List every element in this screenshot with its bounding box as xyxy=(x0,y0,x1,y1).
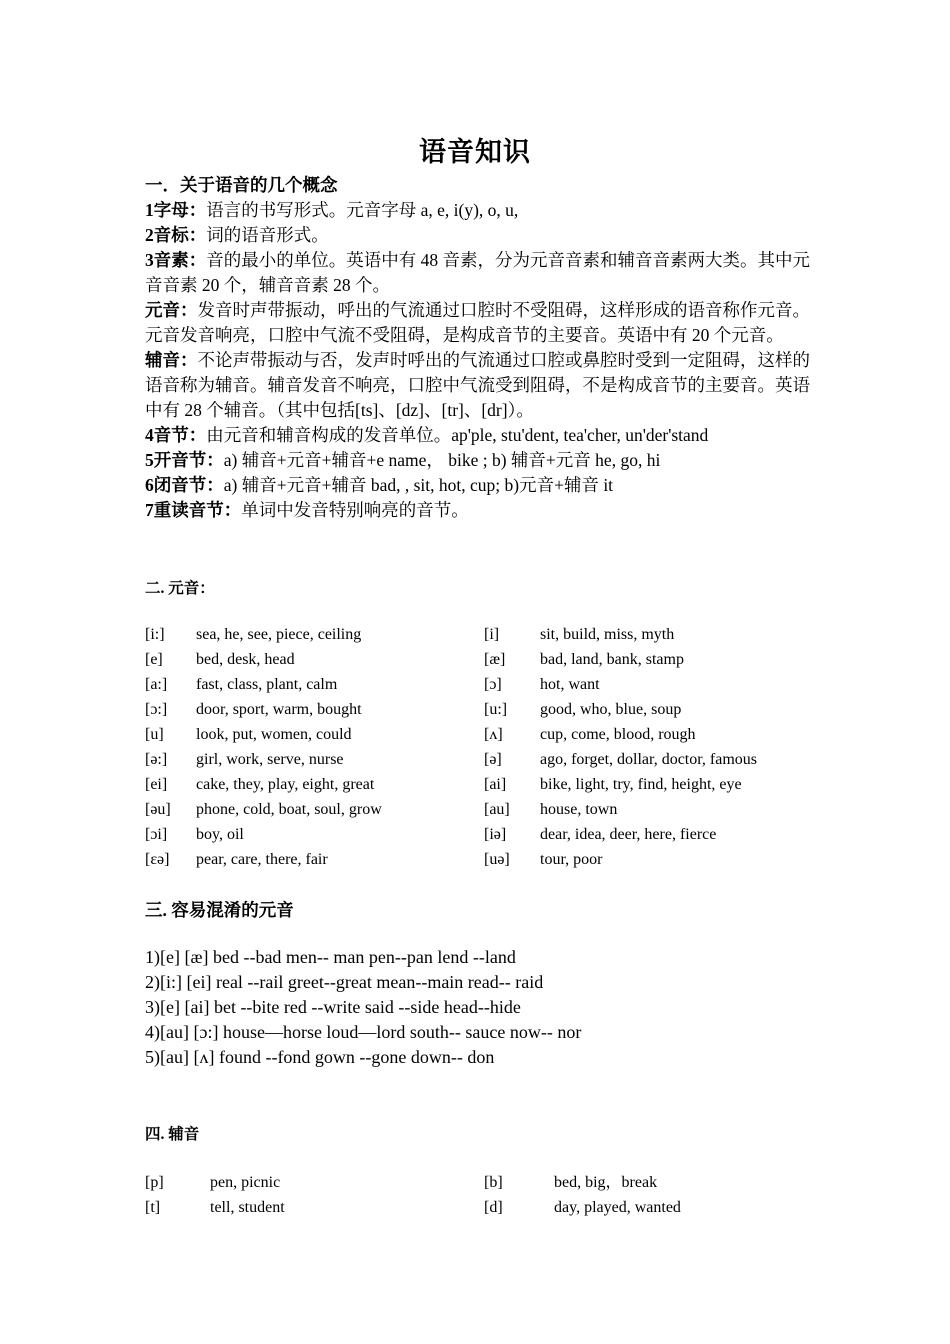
concepts-section xyxy=(145,173,810,523)
concept-item xyxy=(145,223,810,248)
phonetic-symbol: [u] xyxy=(145,726,164,743)
example-words: cup, come, blood, rough xyxy=(540,726,696,743)
example-words: door, sport, warm, bought xyxy=(196,701,362,718)
confusing-pair-line: 4)[au] [ɔ:] house—horse loud—lord south-- sauce now-- nor xyxy=(145,1022,582,1042)
concept-label: 元音： xyxy=(145,300,198,320)
example-words: girl, work, serve, nurse xyxy=(196,751,344,768)
phonetic-symbol: [ɔ:] xyxy=(145,701,168,718)
phonetic-symbol: [au] xyxy=(484,801,510,818)
phonetic-symbol: [æ] xyxy=(484,651,506,668)
concept-item xyxy=(145,473,810,498)
concept-text: a) 辅音+元音+辅音 bad, , sit, hot, cup; b)元音+辅音 it xyxy=(223,475,614,495)
example-words: sit, build, miss, myth xyxy=(540,626,675,643)
concept-item xyxy=(145,423,810,448)
confusing-vowels-heading: 三. 容易混淆的元音 xyxy=(145,900,294,920)
phonetic-symbol: [ɛə] xyxy=(145,851,170,868)
section-heading: 一．关于语音的几个概念 xyxy=(145,175,338,195)
phonetic-symbol: [a:] xyxy=(145,676,168,693)
concept-label: 5开音节： xyxy=(145,450,224,470)
example-words: tell, student xyxy=(210,1199,285,1216)
phonetic-symbol: [ɔi] xyxy=(145,826,168,843)
phonetic-symbol: [d] xyxy=(484,1199,503,1216)
concept-text: 由元音和辅音构成的发音单位。ap'ple, stu'dent, tea'cher, un'der'stand xyxy=(206,425,709,445)
concept-label: 2音标： xyxy=(145,225,207,245)
phonetic-symbol: [ei] xyxy=(145,776,168,793)
concept-label: 4音节： xyxy=(145,425,207,445)
phonetic-symbol: [iə] xyxy=(484,826,507,843)
confusing-vowels-list xyxy=(145,945,581,1070)
concept-text: 语言的书写形式。元音字母 a, e, i(y), o, u, xyxy=(206,200,519,220)
example-words: bad, land, bank, stamp xyxy=(540,651,684,668)
phonetic-symbol: [i] xyxy=(484,626,500,643)
phonetic-symbol: [e] xyxy=(145,651,163,668)
phonetic-symbol: [uə] xyxy=(484,851,510,868)
concept-label: 3音素： xyxy=(145,250,207,270)
concept-label: 1字母： xyxy=(145,200,207,220)
concept-text: 发音时声带振动，呼出的气流通过口腔时不受阻碍，这样形成的语音称作元音。元音发音响亮，口腔中气流不受阻碍，是构成音节的主要音。英语中有 20 个元音。 xyxy=(145,300,810,345)
example-words: pear, care, there, fair xyxy=(196,851,328,868)
example-words: phone, cold, boat, soul, grow xyxy=(196,801,382,818)
example-words: bed, desk, head xyxy=(196,651,295,668)
phonetic-symbol: [ɔ] xyxy=(484,676,502,693)
vowels-heading: 二. 元音： xyxy=(145,580,215,597)
phonetic-symbol: [i:] xyxy=(145,626,165,643)
example-words: tour, poor xyxy=(540,851,603,868)
example-words: ago, forget, dollar, doctor, famous xyxy=(540,751,758,768)
concept-item xyxy=(145,498,810,523)
phonetic-symbol: [b] xyxy=(484,1174,503,1191)
concept-label: 7重读音节： xyxy=(145,500,242,520)
concept-item xyxy=(145,248,810,298)
concept-text: a) 辅音+元音+辅音+e name， bike ; b) 辅音+元音 he, go, hi xyxy=(223,450,661,470)
concept-item xyxy=(145,448,810,473)
confusing-pair-line: 3)[e] [ai] bet --bite red --write said --side head--hide xyxy=(145,997,521,1017)
concept-item xyxy=(145,298,810,348)
concept-item xyxy=(145,198,810,223)
phonetic-symbol: [u:] xyxy=(484,701,508,718)
phonetic-symbol: [t] xyxy=(145,1199,161,1216)
example-words: cake, they, play, eight, great xyxy=(196,776,375,793)
phonetic-symbol: [ai] xyxy=(484,776,507,793)
example-words: sea, he, see, piece, ceiling xyxy=(196,626,362,643)
concept-text: 单词中发音特别响亮的音节。 xyxy=(241,500,469,520)
example-words: pen, picnic xyxy=(210,1174,281,1191)
concept-label: 6闭音节： xyxy=(145,475,224,495)
example-words: day, played, wanted xyxy=(554,1199,681,1216)
confusing-pair-line: 5)[au] [ʌ] found --fond gown --gone down-- don xyxy=(145,1047,495,1067)
phonetic-symbol: [p] xyxy=(145,1174,164,1191)
example-words: bed, big，break xyxy=(554,1174,658,1191)
example-words: look, put, women, could xyxy=(196,726,352,743)
consonants-heading: 四. 辅音 xyxy=(145,1126,200,1143)
concept-text: 词的语音形式。 xyxy=(206,225,329,245)
page-title: 语音知识 xyxy=(419,137,531,167)
example-words: dear, idea, deer, here, fierce xyxy=(540,826,717,843)
phonetic-symbol: [ə:] xyxy=(145,751,168,768)
confusing-pair-line: 1)[e] [æ] bed --bad men-- man pen--pan lend --land xyxy=(145,947,516,967)
concept-text: 音的最小的单位。英语中有 48 音素，分为元音音素和辅音音素两大类。其中元音音素 20 个，辅音音素 28 个。 xyxy=(145,250,810,295)
example-words: bike, light, try, find, height, eye xyxy=(540,776,742,793)
example-words: boy, oil xyxy=(196,826,244,843)
example-words: fast, class, plant, calm xyxy=(196,676,338,693)
example-words: good, who, blue, soup xyxy=(540,701,682,718)
phonetic-symbol: [ə] xyxy=(484,751,502,768)
example-words: house, town xyxy=(540,801,618,818)
concept-text: 不论声带振动与否，发声时呼出的气流通过口腔或鼻腔时受到一定阻碍，这样的语音称为辅音。辅音发音不响亮，口腔中气流受到阻碍，不是构成音节的主要音。英语中有 28 个辅音。（其中包括[ts]、[dz]、[tr]、[dr]）。 xyxy=(145,350,810,420)
concept-label: 辅音： xyxy=(145,350,198,370)
example-words: hot, want xyxy=(540,676,600,693)
concept-list xyxy=(145,198,810,523)
phonetic-symbol: [ʌ] xyxy=(484,726,503,743)
confusing-pair-line: 2)[i:] [ei] real --rail greet--great mean--main read-- raid xyxy=(145,972,544,992)
concept-item xyxy=(145,348,810,423)
phonetic-symbol: [əu] xyxy=(145,801,171,818)
